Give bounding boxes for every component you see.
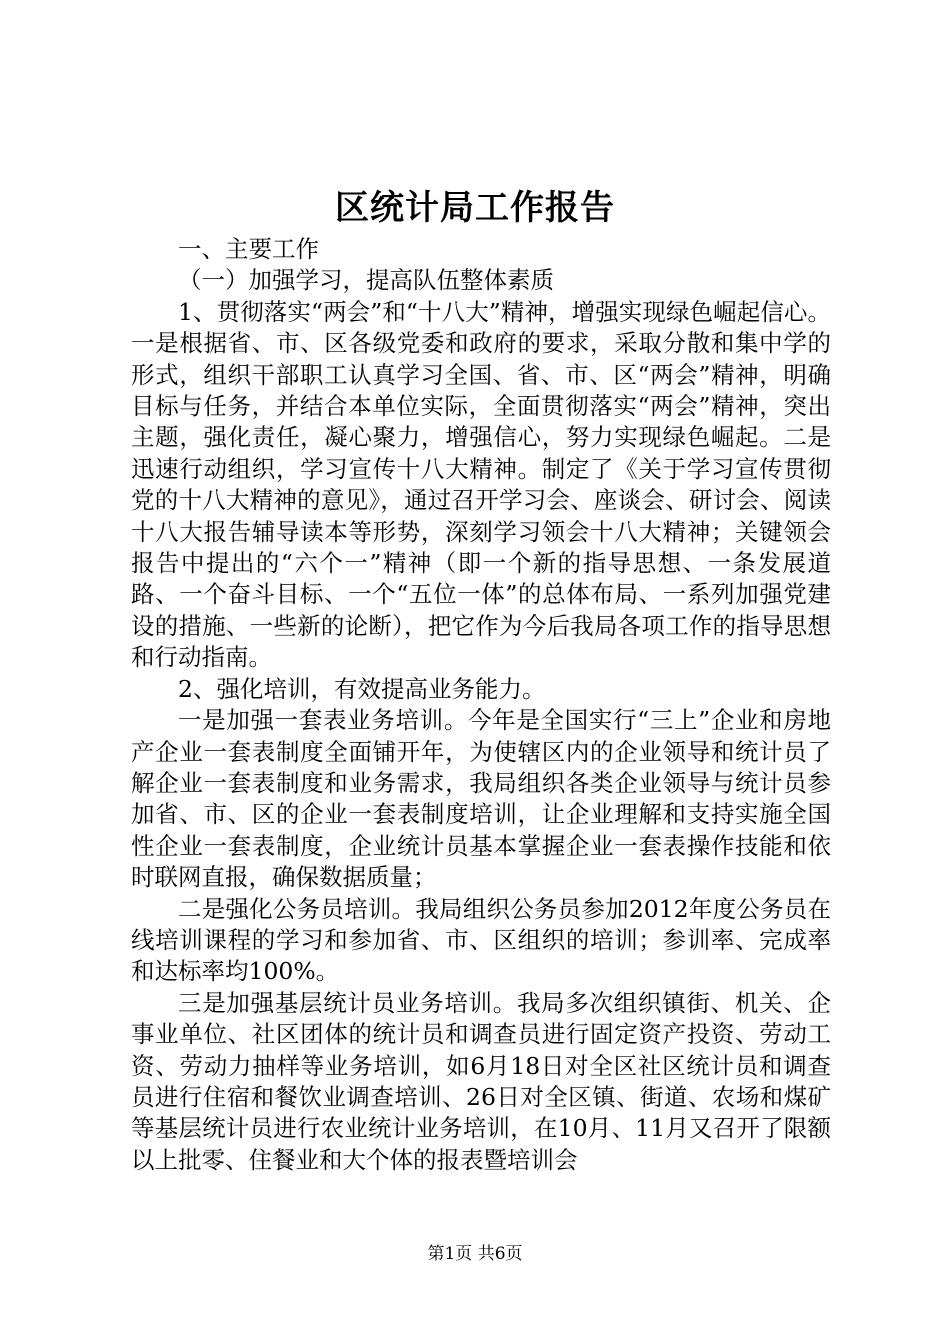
- subsection-heading: （一）加强学习，提高队伍整体素质: [178, 266, 554, 295]
- paragraph: 三是加强基层统计员业务培训。我局多次组织镇街、机关、企事业单位、社区团体的统计员和调查员进行固定资产投资、劳动工资、劳动力抽样等业务培训，如6月18日对全区社区统计员和调查员进行住宿和餐饮业调查培训、26日对全区镇、街道、农场和煤矿等基层统计员进行农业统计业务培训，在10月、11月又召开了限额以上批零、住餐业和大个体的报表暨培训会: [131, 988, 831, 1174]
- page-footer: 第1页 共6页: [427, 1244, 523, 1264]
- paragraph: 一是加强一套表业务培训。今年是全国实行“三上”企业和房地产企业一套表制度全面铺开年，为使辖区内的企业领导和统计员了解企业一套表制度和业务需求，我局组织各类企业领导与统计员参加省、市、区的企业一套表制度培训，让企业理解和支持实施全国性企业一套表制度，企业统计员基本掌握企业一套表操作技能和依时联网直报，确保数据质量；: [131, 706, 831, 892]
- document-body: [131, 234, 831, 1176]
- paragraph: 2、强化培训，有效提高业务能力。: [178, 674, 546, 703]
- paragraph: 1、贯彻落实“两会”和“十八大”精神，增强实现绿色崛起信心。一是根据省、市、区各级党委和政府的要求，采取分散和集中学的形式，组织干部职工认真学习全国、省、市、区“两会”精神，明确目标与任务，并结合本单位实际，全面贯彻落实“两会”精神，突出主题，强化责任，凝心聚力，增强信心，努力实现绿色崛起。二是迅速行动组织，学习宣传十八大精神。制定了《关于学习宣传贯彻党的十八大精神的意见》，通过召开学习会、座谈会、研讨会、阅读十八大报告辅导读本等形势，深刻学习领会十八大精神；关键领会报告中提出的“六个一”精神（即一个新的指导思想、一条发展道路、一个奋斗目标、一个“五位一体”的总体布局、一系列加强党建设的措施、一些新的论断），把它作为今后我局各项工作的指导思想和行动指南。: [131, 297, 831, 672]
- document-title: 区统计局工作报告: [335, 188, 615, 228]
- paragraph: 二是强化公务员培训。我局组织公务员参加2012年度公务员在线培训课程的学习和参加省、市、区组织的培训；参训率、完成率和达标率均100%。: [131, 894, 831, 986]
- section-heading: 一、主要工作: [178, 235, 319, 263]
